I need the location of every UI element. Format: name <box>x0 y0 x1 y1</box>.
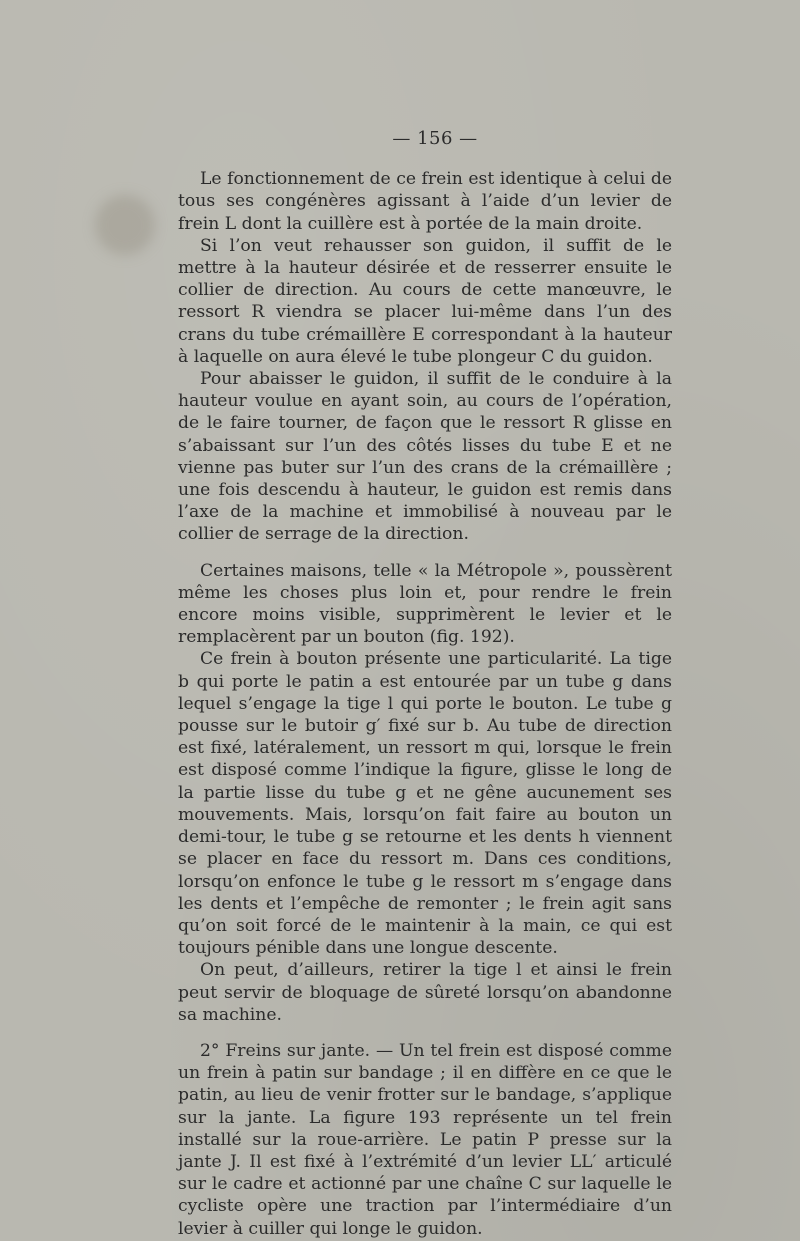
text-body <box>178 128 672 1240</box>
paragraph-5: Ce frein à bouton présente une particularité. La tige b qui porte le patin a est entourée par un tube g dans lequel s’engage la tige l qui porte le bouton. Le tube g pousse sur le butoir g′ fixé sur b. Au tube de direction est fixé, latéralement, un ressort m qui, lorsque le frein est disposé comme l’indique la figure, glisse le long de la partie lisse du tube g et ne gêne aucunement ses mouvements. Mais, lorsqu’on fait faire au bouton un demi-tour, le tube g se retourne et les dents h viennent se placer en face du ressort m. Dans ces conditions, lorsqu’on enfonce le tube g le ressort m s’engage dans les dents et l’empêche de remonter ; le frein agit sans qu’on soit forcé de le maintenir à la main, ce qui est toujours pénible dans une longue descente. <box>178 649 672 959</box>
paragraph-3: Pour abaisser le guidon, il suffit de le conduire à la hauteur voulue en ayant soin, au cours de l’opération, de le faire tourner, de façon que le ressort R glisse en s’abaissant sur l’un des côtés lisses du tube E et ne vienne pas buter sur l’un des crans de la crémaillère ; une fois descendu à hauteur, le guidon est remis dans l’axe de la machine et immobilisé à nouveau par le collier de serrage de la direction. <box>178 369 672 545</box>
paragraph-1: Le fonctionnement de ce frein est identique à celui de tous ses congénères agissant à l’aide d’un levier de frein L dont la cuillère est à portée de la main droite. <box>178 169 672 234</box>
paragraph-2: Si l’on veut rehausser son guidon, il suffit de le mettre à la hauteur désirée et de resserrer ensuite le collier de direction. Au cours de cette manœuvre, le ressort R viendra se placer lui-même dans l’un des crans du tube crémaillère E correspondant à la hauteur à laquelle on aura élevé le tube plongeur C du guidon. <box>178 235 672 367</box>
page-number: — 156 — <box>392 128 478 149</box>
paper-stain <box>95 195 155 255</box>
paragraph-4: Certaines maisons, telle « la Métropole », poussèrent même les choses plus loin et, pour rendre le frein encore moins visible, supprimèrent le levier et le remplacèrent par un bouton (fig. 192). <box>178 560 672 648</box>
section-gap <box>178 1026 672 1040</box>
paragraph-6: On peut, d’ailleurs, retirer la tige l et ainsi le frein peut servir de bloquage de sûreté lorsqu’on abandonne sa machine. <box>178 960 672 1025</box>
paragraph-7: 2° Freins sur jante. — Un tel frein est disposé comme un frein à patin sur bandage ; il en diffère en ce que le patin, au lieu de venir frotter sur le bandage, s’applique sur la jante. La figure 193 représente un tel frein installé sur la roue-arrière. Le patin P presse sur la jante J. Il est fixé à l’extrémité d’un levier LL′ articulé sur le cadre et actionné par une chaîne C sur laquelle le cycliste opère une traction par l’intermédiaire d’un levier à cuiller qui longe le guidon. <box>178 1040 672 1239</box>
section-gap <box>178 546 672 560</box>
